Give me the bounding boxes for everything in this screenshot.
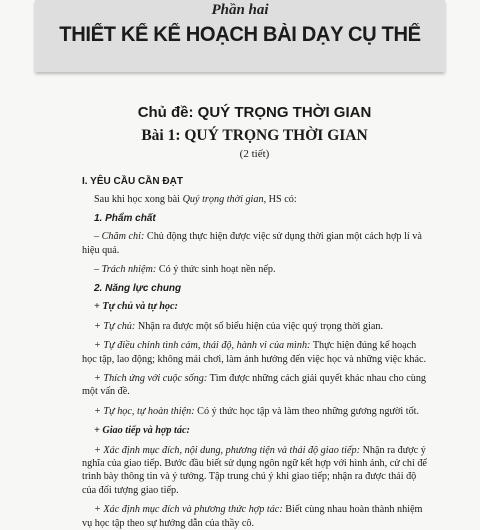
part-label: Phần hai bbox=[211, 2, 269, 18]
competency-label: + Tự chủ: bbox=[94, 320, 136, 332]
requirements-intro bbox=[82, 193, 427, 206]
competency-item bbox=[82, 405, 427, 418]
competency-label: + Tự học, tự hoàn thiện: bbox=[94, 405, 195, 417]
competency-label: + Tự điều chỉnh tình cảm, thái độ, hành vi của mình: bbox=[94, 340, 311, 352]
quality-label: – Trách nhiệm: bbox=[94, 264, 157, 276]
competency-text: Nhận ra được ý nghĩa của giao tiếp. Bước đầu biết sử dụng ngôn ngữ kết hợp với hình ảnh, cử chỉ để trình bày thông tin và ý tưởng. Tập trung chú ý khi giao tiếp; nhận ra được thái độ của đối tượng giao tiếp. bbox=[82, 444, 427, 496]
section-heading-requirements: I. YÊU CẦU CẦN ĐẠT bbox=[82, 176, 183, 187]
topic-title: Chủ đề: QUÝ TRỌNG THỜI GIAN bbox=[137, 104, 372, 121]
competencies-heading: 2. Năng lực chung bbox=[94, 283, 182, 295]
competency-text: Tìm được những cách giải quyết khác nhau cho cùng một vấn đề. bbox=[82, 373, 427, 398]
intro-prefix: Sau khi học xong bài bbox=[94, 194, 183, 205]
competency-group-heading bbox=[82, 300, 427, 313]
group-label: + Giao tiếp và hợp tác: bbox=[94, 425, 190, 437]
quality-text: Chủ động thực hiện được việc sử dụng thời gian một cách hợp lí và hiệu quả. bbox=[82, 231, 422, 256]
competency-text: Biết cùng nhau hoàn thành nhiệm vụ học tập theo sự hướng dẫn của thầy cô. bbox=[82, 504, 423, 529]
competency-label: + Xác định mục đích, nội dung, phương tiện và thái độ giao tiếp: bbox=[94, 444, 361, 456]
competency-item bbox=[82, 372, 427, 399]
lesson-title: Bài 1: QUÝ TRỌNG THỜI GIAN bbox=[141, 127, 368, 144]
competency-item bbox=[82, 320, 427, 333]
intro-lesson-name: Quý trọng thời gian bbox=[182, 194, 264, 205]
competency-label: + Xác định mục đích và phương thức hợp tác: bbox=[94, 504, 283, 516]
quality-text: Có ý thức sinh hoạt nền nếp. bbox=[156, 264, 276, 276]
quality-label: – Chăm chỉ: bbox=[94, 231, 145, 243]
part-title: THIẾT KẾ KẾ HOẠCH BÀI DẠY CỤ THỂ bbox=[59, 23, 421, 46]
part-banner bbox=[35, 0, 445, 72]
quality-item bbox=[82, 263, 427, 276]
competency-label: + Thích ứng với cuộc sống: bbox=[94, 373, 208, 385]
lesson-duration: (2 tiết) bbox=[239, 148, 270, 160]
qualities-heading: 1. Phẩm chất bbox=[94, 213, 156, 225]
competency-group-heading bbox=[82, 424, 427, 437]
quality-item bbox=[82, 230, 427, 257]
intro-suffix: , HS có: bbox=[263, 194, 297, 205]
competency-text: Có ý thức học tập và làm theo những gương người tốt. bbox=[194, 405, 420, 417]
competency-text: Nhận ra được một số biểu hiện của việc quý trọng thời gian. bbox=[135, 320, 384, 332]
competency-text: Thực hiện đúng kế hoạch học tập, lao động; không mải chơi, làm ảnh hưởng đến việc học và những việc khác. bbox=[82, 340, 427, 365]
competency-item bbox=[82, 444, 427, 498]
group-label: + Tự chủ và tự học: bbox=[94, 301, 178, 313]
competency-item bbox=[82, 339, 427, 366]
lesson-content bbox=[82, 104, 427, 530]
competency-item bbox=[82, 503, 427, 530]
